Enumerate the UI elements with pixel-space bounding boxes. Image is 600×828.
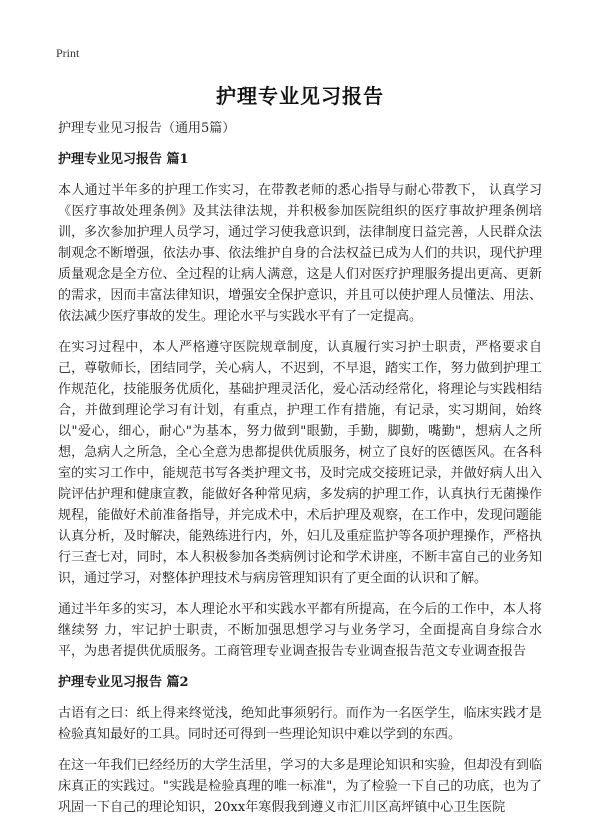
section-heading: 护理专业见习报告 篇1 [58,152,189,167]
document-body [58,118,542,828]
document-title: 护理专业见习报告 [216,84,384,108]
section-heading: 护理专业见习报告 篇2 [58,675,189,690]
paragraph: 古语有之曰：纸上得来终觉浅，绝知此事须躬行。而作为一名医学生，临床实践才是检验真知最好的工具。同时还可得到一些理论知识中难以学到的东西。 [58,706,542,742]
print-label[interactable]: Print [56,46,80,60]
document-subtitle: 护理专业见习报告（通用5篇） [58,121,236,136]
paragraph: 在实习过程中，本人严格遵守医院规章制度，认真履行实习护士职责，严格要求自己，尊敬师长，团结同学，关心病人，不迟到，不早退，踏实工作，努力做到护理工作规范化，技能服务优质化，基础护理灵活化，爱心活动经常化，将理论与实践相结合，并做到理论学习有计划，有重点，护理工作有措施，有记录，实习期间，始终以"爱心，细心，耐心"为基本，努力做到"眼勤，手勤，脚勤，嘴勤"，想病人之所想，急病人之所急，全心全意为患都提供优质服务，树立了良好的医德医风。在各科室的实习工作中，能规范书写各类护理文书，及时完成交接班记录，并做好病人出入院评估护理和健康宣教，能做好各种常见病，多发病的护理工作，认真执行无菌操作规程，能做好术前准备指导，并完成术中，术后护理及观察，在工作中，发现问题能认真分析，及时解决，能熟练进行内，外，妇儿及重症监护等各项护理操作，严格执行三查七对，同时，本人积极参加各类病例讨论和学术讲座，不断丰富自己的业务知识，通过学习，对整体护理技术与病房管理知识有了更全面的认识和了解。 [58,340,542,586]
paragraph: 本人通过半年多的护理工作实习，在带教老师的悉心指导与耐心带教下， 认真学习《医疗事故处理条例》及其法律法规，并积极参加医院组织的医疗事故护理条例培训，多次参加护理人员学习，通过学习使我意识到，法律制度日益完善，人民群众法制观念不断增强，依法办事、依法维护自身的合法权益已成为人们的共识，现代护理质量观念是全方位、全过程的让病人满意，这是人们对医疗护理服务提出更高、更新的需求，因而丰富法律知识，增强安全保护意识，并且可以使护理人员懂法、用法、依法减少医疗事故的发生。理论水平与实践水平有了一定提高。 [58,183,542,324]
paragraph: 通过半年多的实习，本人理论水平和实践水平都有所提高，在今后的工作中，本人将继续努 力，牢记护士职责，不断加强思想学习与业务学习，全面提高自身综合水平，为患者提供优质服务。工商管理专业调查报告专业调查报告范文专业调查报告 [58,602,542,659]
paragraph: 在这一年我们已经经历的大学生活里，学习的大多是理论知识和实验，但却没有到临床真正的实践过。"实践是检验真理的唯一标准"，为了检验一下自己的功底，也为了巩固一下自己的理论知识，20xx年寒假我到遵义市汇川区高坪镇中心卫生医院 [58,758,542,815]
section-2 [58,672,542,818]
section-1 [58,149,542,662]
